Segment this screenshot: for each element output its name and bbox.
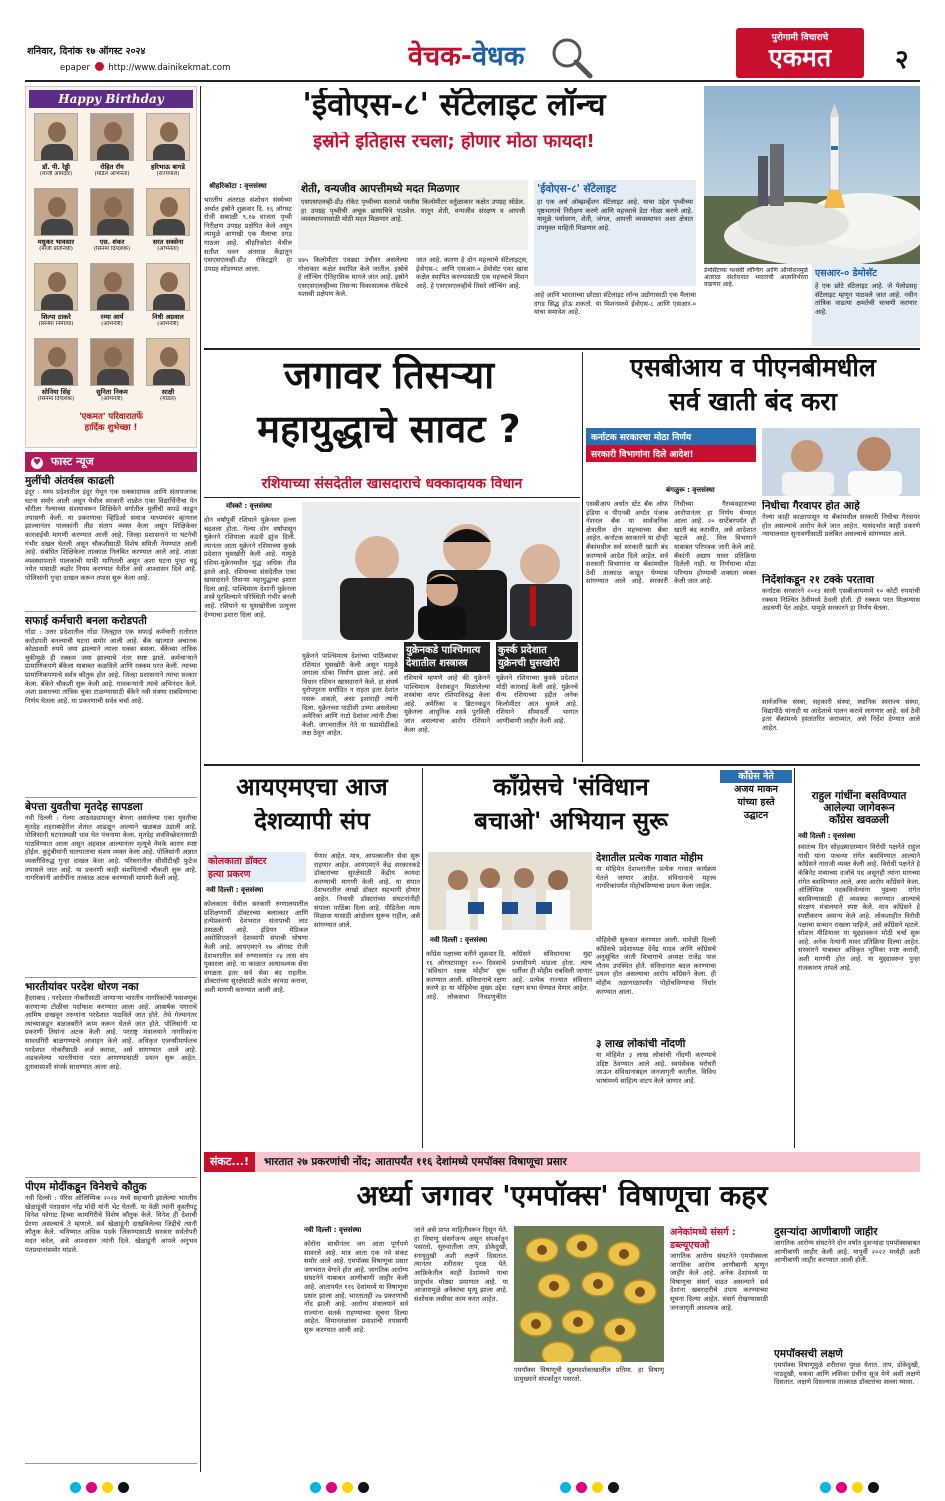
fast-news-item-body: नवी दिल्ली : पॅरिस ऑलिम्पिक २०२४ मध्ये सहभागी झालेल्या भारतीय खेळाडूंची पंतप्रधान नरेंद्र मोदी यांनी भेट घेतली. या वेळी त्यांनी कुस्तीपटू विनेश फोगाट हिच्या कामगिरीचे विशेष कौतुक केले. विनेश ही देशाची प्रेरणा असल्याचे ते म्हणाले. सर्व खेळाडूंनी दाखविलेल्या जिद्दीचे त्यांनी कौतुक केले. भविष्यात अधिक पदके जिंकण्यासाठी सरकार सर्वतोपरी मदत करेल, असे आश्वासन त्यांनी दिले. खेळाडूंनी आपले अनुभव पंतप्रधानांसमोर मांडले. — [25, 1194, 197, 1254]
fast-news-title: फास्ट न्यूज — [51, 455, 94, 468]
heart-icon: ♥ — [32, 458, 42, 468]
birthday-name: एस. शंकर — [99, 238, 125, 246]
ww3-box-1-head: युक्रेनकडे पाश्चिमात्य देशातील शस्त्रास्त्र — [404, 642, 490, 672]
avatar — [146, 263, 190, 311]
ww3-col-2: युक्रेनने पाश्चिमात्य देशांच्या पाठिंब्यावर रशियात घुसखोरी केली असून यामुळे जगाला धोका निर्माण झाला आहे. असे विधान रशियन खासदाराने केले. हा संघर्ष युरोपपुरता मर्यादित न राहता इतर देशांत पसरू शकतो, असा इशाराही त्यांनी दिला. युक्रेनच्या पाठीशी उभ्या असलेल्या अमेरिका आणि नाटो देशांवर त्यांनी टीका केली. जगभरातील नेते या घडामोडींकडे लक्ष ठेवून आहेत. — [302, 652, 398, 738]
fast-news-item — [25, 1178, 197, 1464]
mpox-story — [204, 1176, 920, 1472]
sbi-col-1: एसबीआय अर्थात स्टेट बँक ऑफ इंडिया व पीएनबी अर्थात पंजाब नॅशनल बँक या सार्वजनिक क्षेत्रातील दोन महत्त्वाच्या बँका आहेत. कर्नाटक सरकारने या दोन्ही बँकांमधील सर्व सरकारी खाती बंद करण्याचे आदेश दिले आहेत. सर्व सरकारी विभागांना या बँकांमधील ठेवी तात्काळ काढून घेण्यास सांगण्यात आले आहे. सरकारी निधीच्या गैरव्यवहाराच्या आरोपानंतर हा निर्णय घेण्यात आला आहे. २० सप्टेंबरपर्यंत ही खाती बंद करावीत, असे आदेशात म्हटले आहे. वित्त विभागाने याबाबत परिपत्रक जारी केले आहे. बँकांनी अद्याप यावर प्रतिक्रिया दिलेली नाही. या निर्णयाचा मोठा परिणाम होण्याची शक्यता व्यक्त केली जात आहे. — [586, 500, 756, 586]
birthday-role: (सिनेमा दिग्दर्शक) — [37, 396, 75, 402]
birthday-name: सरत सक्सेना — [152, 238, 184, 246]
avatar — [146, 188, 190, 236]
ima-story — [204, 768, 420, 1148]
masthead — [0, 0, 945, 86]
mpox-box-3-head: एमपॉक्सची लक्षणे — [774, 1348, 843, 1360]
congress-headline-2: बचाओ' अभियान सुरू — [474, 808, 668, 835]
eos-box-2-head: 'ईवोएस-८' सॅटेलाइट — [537, 183, 617, 195]
mpox-virus-photo — [514, 1226, 664, 1362]
birthday-wish-line-1: 'एकमत' परिवारातर्फे — [79, 412, 143, 422]
eos-box-1-body: एसएसएलव्ही-डी३ रॉकेट पृथ्वीच्या सतराशे पस्तीस किलोमीटर वर्तुळाकार कक्षेत उपग्रह सोडेल. हा उपग्रह पृथ्वीची अचूक छायाचित्रे पाठवेल. यातून शेती, वन्यजीव संरक्षण व आपत्ती व्यवस्थापनासाठी मोठी मदत मिळणार आहे. — [301, 198, 525, 224]
sbi-dateline: बंगळुरू : वृत्तसंस्था — [666, 486, 715, 494]
mpox-col-2: जाते असे प्राप्त माहितीवरून दिसून येते. हा विषाणू संसर्गजन्य असून संपर्कातून पसरतो. सुरुवातीला ताप, डोकेदुखी, स्नायूदुखी अशी लक्षणे दिसतात. त्यानंतर शरीरावर पुरळ येते. आफ्रिकेतील काही देशांमध्ये याचा प्रादुर्भाव मोठ्या प्रमाणात आहे. या आजारामुळे अनेकांचा मृत्यू झाला आहे. संशोधक लसीवर काम करत आहेत. — [414, 1226, 508, 1303]
birthday-role: (अभिनेत्री) — [101, 396, 123, 402]
birthday-panel — [25, 86, 197, 448]
rahul-headline-3: काँग्रेस खवळली — [829, 814, 889, 827]
rahul-dateline: नवी दिल्ली : वृत्तसंस्था — [798, 832, 856, 841]
ww3-box-2-body: युक्रेनने रशियाच्या कुर्स्क प्रदेशात मोठी कारवाई केली आहे. युक्रेनचे सैन्य रशियाच्या हद्दीत अनेक किलोमीटर आत घुसले आहे. रशियाने सीमावर्ती भागात आणीबाणी जाहीर केली आहे. — [496, 674, 578, 725]
mpox-col-1: कोरोना साथीनंतर जग आता पूर्णपणे सावरले आहे. मात्र आता एक नवे संकट समोर आले आहे. एमपॉक्स विषाणूचा प्रसार जगभरात वेगाने होत आहे. जागतिक आरोग्य संघटनेने याबाबत आणीबाणी जाहीर केली आहे. आतापर्यंत ११६ देशांमध्ये या विषाणूचा प्रसार झाला आहे. भारतातही २७ प्रकरणांची नोंद झाली आहे. आरोग्य मंत्रालयाने सर्व राज्यांना सतर्क राहण्याच्या सूचना दिल्या आहेत. विमानतळांवर प्रवाशांची तपासणी सुरू करण्यात आली आहे. — [304, 1240, 408, 1334]
birthday-person — [86, 188, 138, 260]
birthday-name: शिल्पा ठाकरे — [41, 313, 71, 321]
fast-news-item-body: इंदूर : मध्य प्रदेशातील इंदूर येथून एक धक्कादायक आणि संतापजनक घटना समोर आली असून येथील सरकारी शाळेत एका विद्यार्थिनीचा पेन चोरीला गेल्याच्या संशयावरून शिक्षिकेने वर्गातील मुलींची कपडे काढून तपासणी केली. या प्रकरणाचा व्हिडिओ समाज माध्यमांवर व्हायरल झाल्यानंतर पालकांनी तीव्र संताप व्यक्त केला असून शिक्षिकेवर कारवाईची मागणी करण्यात आली आहे. जिल्हा प्रशासनाने या घटनेची गंभीर दखल घेतली असून चौकशीसाठी विशेष समिती नेमण्यात आली आहे. संबंधित शिक्षिकेला तात्काळ निलंबित करण्यात आले आहे. शाळा व्यवस्थापनाने पालकांची माफी मागितली असून अशा घटना पुन्हा घडू नयेत यासाठी कठोर नियम करण्यात येतील असे आश्वासन दिले आहे. पोलिसांनी गुन्हा दाखल करून तपास सुरू केला आहे. — [25, 488, 197, 582]
birthday-role: (अभिनेता) — [157, 246, 179, 252]
congress-box-1-head: देशातील प्रत्येक गावात मोहीम — [596, 853, 703, 864]
sbi-kicker-1: कर्नाटक सरकारचा मोठा निर्णय — [586, 428, 756, 445]
congress-box-2-head: ३ लाख लोकांची नोंदणी — [596, 1038, 686, 1050]
ima-kicker-1: कोलकाता डॉक्टर — [208, 856, 267, 867]
avatar — [34, 263, 78, 311]
mpox-headline: अर्ध्या जगावर 'एमपॉक्स' विषाणूचा कहर — [356, 1180, 768, 1212]
congress-kicker-2: अजय माकन — [734, 784, 778, 795]
avatar — [90, 338, 134, 386]
birthday-name: निधी अग्रवाल — [152, 313, 184, 321]
section-title-1: वेचक — [408, 41, 461, 72]
mpox-box-1-body: जागतिक आरोग्य संघटनेने एमपॉक्सला जागतिक आरोग्य आणीबाणी म्हणून जाहीर केले आहे. अनेक देशांमध्ये या विषाणूचा संसर्ग वाढत असल्याने सर्व देशांना खबरदारीचे उपाय करण्याच्या सूचना दिल्या आहेत. संसर्ग रोखण्यासाठी जनजागृती आवश्यक आहे. — [670, 1252, 768, 1312]
birthday-role: (अभिनेत्री) — [157, 321, 179, 327]
eos-col-3: जात आहे. कारण हे दोन महत्त्वाचे सॅटेलाइट्स, ईवोएस-८ आणि एसआर-० डेमोसॅट एका खास कक्षेत स्थापित करण्यासाठी एक महत्त्वाचे मिशन आहे. हे एसएसएलव्हीचे तिसरे लॉन्चिंग आहे. — [416, 256, 528, 290]
eos-box-2 — [534, 180, 696, 286]
mpox-box-2-head: दुसऱ्यांदा आणीबाणी जाहीर — [774, 1226, 878, 1238]
congress-headline-1: काँग्रेसचे 'संविधान — [493, 774, 649, 801]
birthday-title: Happy Birthday — [29, 90, 193, 108]
congress-kicker-4: उद्घाटन — [743, 810, 769, 821]
brand-tagline: पुरोगामी विचाराचे — [771, 33, 829, 43]
mpox-banner-text: भारतात २७ प्रकरणांची नोंद; आतापर्यंत ११६ देशांमध्ये एमपॉक्स विषाणूचा प्रसार — [264, 1156, 567, 1168]
epaper-label: epaper — [60, 63, 90, 73]
sbi-col-2: सार्वजनिक संस्था, सहकारी संस्था, स्थानिक स्वराज्य संस्था, विद्यापीठे यांनाही या आदेशाचे पालन करावे लागणार आहे. सर्व ठेवी इतर बँकांमध्ये हस्तांतरित कराव्यात, असे निर्देश देण्यात आले आहेत. — [762, 698, 920, 732]
rocket-launch-photo — [704, 86, 920, 264]
mpox-box-1-head: अनेकांमध्ये संसर्ग : डब्ल्यूएचओ — [670, 1227, 736, 1251]
fast-news-item-body: गोंडा : उत्तर प्रदेशातील गोंडा जिल्ह्यात एक सफाई कर्मचारी रातोरात करोडपती बनल्याची घटना समोर आली आहे. बँक खात्यात अचानक कोट्यवधी रुपये जमा झाल्याने त्याला धक्का बसला. बँकेच्या तांत्रिक चुकीमुळे ही रक्कम जमा झाल्याचे नंतर स्पष्ट झाले. कर्मचाऱ्याने प्रामाणिकपणे बँकेला याबाबत कळविले आणि रक्कम परत केली. त्याच्या प्रामाणिकपणाचे सर्वत्र कौतुक होत आहे. जिल्हा प्रशासनाने त्याचा सत्कार केला. बँकेने चौकशी सुरू केली आहे. गावकऱ्यांनी त्याचे अभिनंदन केले. अशा प्रकारच्या तांत्रिक चुका टाळण्यासाठी बँकेने नवी यंत्रणा राबविण्याचा निर्णय घेतला आहे. या प्रकरणाची सर्वत्र चर्चा आहे. — [25, 628, 197, 705]
avatar — [34, 113, 78, 161]
fast-news-item-body: हैदराबाद : परदेशात नोकरीसाठी जाणाऱ्या भारतीय नागरिकांची फसवणूक करणाऱ्या टोळीचा पर्दाफाश करण्यात आला आहे. आकर्षक पगाराचे आमिष दाखवून तरुणांना परदेशात पाठविले जात होते. तेथे गेल्यानंतर त्यांच्याकडून बळजबरीने काम करून घेतले जात होते. पोलिसांनी या प्रकरणी तिघांना अटक केली आहे. परराष्ट्र मंत्रालयाने नागरिकांना सावधगिरी बाळगण्याचे आवाहन केले आहे. अधिकृत एजन्सीमार्फतच परदेशात नोकरीसाठी अर्ज करावा, असे सांगण्यात आले आहे. अडकलेल्या भारतीयांना परत आणण्यासाठी प्रयत्न सुरू आहेत. दूतावासाशी संपर्क साधण्यात आला आहे. — [25, 994, 197, 1071]
eos-box-3 — [812, 264, 920, 346]
birthday-wish-line-2: हार्दिक शुभेच्छा ! — [84, 423, 138, 433]
avatar — [90, 113, 134, 161]
avatar — [34, 338, 78, 386]
sbi-headline-2: सर्व खाती बंद करा — [668, 388, 837, 416]
issue-date: शनिवार, दिनांक १७ ऑगस्ट २०२४ — [27, 46, 146, 57]
fast-news-item — [25, 472, 197, 612]
fast-news-item-headline: बेपत्ता युवतीचा मृतदेह सापडला — [25, 801, 143, 813]
eos-col-1: भारतीय अंतराळ संशोधन संस्थेच्या अर्थात इस्रोने शुक्रवार दि. १६ ऑगस्ट रोजी सकाळी ९.१७ वाजता पृथ्वी निरीक्षण उपग्रह प्रक्षेपित केले असून त्यामुळे आणखी एक मैलाचा दगड गाठला आहे. श्रीहरिकोटा येथील सतीश धवन अंतराळ केंद्रातून एसएसएलव्ही-डी३ रॉकेटद्वारे हा उपग्रह सोडण्यात आला. — [204, 196, 292, 273]
eos-photo-caption: डेमोसॅटच्या यशस्वी लॉन्चिंग आणि ऑपरेशनमुळे अंतराळ संशोधनात भारताची आत्मनिर्भरता वाढणार आहे. — [704, 267, 808, 288]
congress-story — [426, 768, 792, 1148]
birthday-role: (माजी प्रतिनिधी) — [39, 246, 73, 252]
ww3-col-1: दोन वर्षांपूर्वी रशियाने युक्रेनवर हल्ला चढवला होता. गेल्या दोन वर्षांपासून युक्रेनने रशियाला कडवी झुंज दिली. त्यानंतर आता युक्रेनने रशियाच्या कुर्स्क प्रदेशात घुसखोरी केली आहे. यामुळे रशिया-युक्रेनमधील युद्ध अधिक तीव्र झाले आहे. रशियाच्या संसदेतील एका खासदाराने तिसऱ्या महायुद्धाचा इशारा दिला आहे. पाश्चिमात्य देशांनी युक्रेनला शस्त्रे पुरविल्याने परिस्थिती गंभीर बनली आहे. रशियाने या घुसखोरीला प्रत्युत्तर देण्याचा इशारा दिला आहे. — [204, 516, 296, 619]
ww3-subheadline: रशियाच्या संसदेतील खासदाराचे धक्कादायक विधान — [261, 476, 523, 492]
eos-col-4: आहे आणि भारताच्या छोट्या सॅटेलाइट लॉन्च उद्योगासाठी एक मैलाचा दगड सिद्ध होऊ शकतो. या मिशनमध्ये ईवोएस-८ आणि एसआर-० यांचा समावेश आहे. — [534, 291, 696, 317]
birthday-name: रोहित रॉय — [100, 163, 124, 171]
birthday-name: डॉ. पी. रेड्डी — [42, 163, 70, 171]
sbi-box-2 — [762, 574, 920, 692]
birthday-person — [142, 113, 194, 185]
ww3-box-2-head: कुर्स्क प्रदेशात युक्रेनची घुसखोरी — [496, 642, 578, 672]
mpox-box-1 — [670, 1226, 768, 1468]
eos-box-3-body: हे एक छोटे सॅटेलाइट आहे. जे पेलोडसह सॅटेलाइट म्हणून पाठवले जात आहे. नवीन तांत्रिक वाढत्या क्षमतेची चाचणी करणार आहे. — [815, 282, 917, 316]
birthday-person — [86, 113, 138, 185]
sbi-box-2-body: कर्नाटक सरकारने २०१३ साली एसबीआयमध्ये १० कोटी रुपयांची रक्कम निश्चित ठेवीमध्ये ठेवली होती. ही रक्कम परत मिळण्यास अडचणी येत आहेत. यामुळे सरकारने हा निर्णय घेतला. — [762, 587, 920, 613]
ww3-dateline: मॉस्को : वृत्तसंस्था — [226, 502, 272, 510]
avatar — [146, 338, 190, 386]
fast-news-item — [25, 798, 197, 978]
birthday-role: (माजी आमदार) — [39, 171, 73, 177]
ima-kicker-2: हत्या प्रकरण — [208, 869, 251, 880]
congress-box-1-body: या मोहिमेत देशभरातील प्रत्येक गावात कार्यक्रम घेतले जाणार आहेत. संविधानाचे महत्त्व नागरिकांपर्यंत पोहोचविण्याचा प्रयत्न केला जाईल. — [596, 865, 716, 891]
birthday-role: (सिनेमा निर्मात्या) — [38, 321, 74, 327]
sbi-box-1 — [762, 500, 920, 568]
congress-box-1 — [596, 852, 716, 930]
eos-story — [204, 86, 920, 348]
birthday-role: (अभिनेत्री) — [101, 321, 123, 327]
sbi-story — [586, 352, 920, 762]
brand-box — [736, 28, 864, 78]
congress-col-2: मोहिमेची सुरुवात करण्यात आली. यावेळी दिल्ली काँग्रेसचे प्रदेशाध्यक्ष देवेंद्र यादव आणि काँग्रेसचे अनुसूचित जाती विभागाचे अध्यक्ष राजेंद्र पाल गौतम उपस्थित होते. संविधानात बदल करण्याचा प्रयत्न होत असल्याचा आरोप काँग्रेसने केला. ही मोहीम तळागाळापर्यंत पोहोचविण्याचा निर्धार करण्यात आला. — [596, 936, 716, 996]
brand-logo: एकमत — [768, 43, 832, 72]
world-leaders-photo — [302, 502, 580, 640]
ima-kicker — [206, 852, 306, 882]
magnifier-icon — [548, 34, 594, 80]
congress-dateline: नवी दिल्ली : वृत्तसंस्था — [430, 936, 488, 944]
fast-news-item-headline: मुलींची अंतर्वस्त्र काढली — [25, 475, 115, 487]
birthday-person — [142, 188, 194, 260]
fast-news-item-body: नवी दिल्ली : गेल्या आठवड्यापासून बेपत्ता असलेल्या एका युवतीचा मृतदेह शहराबाहेरील शेतात आढळून आल्याने खळबळ उडाली आहे. पोलिसांनी घटनास्थळी धाव घेत पंचनामा केला. मृतदेह शवविच्छेदनासाठी पाठविण्यात आला असून अहवाल आल्यानंतर मृत्यूचे नेमके कारण स्पष्ट होईल. कुटुंबीयांनी घातपाताचा संशय व्यक्त केला आहे. पोलिसांनी अज्ञात व्यक्तीविरुद्ध गुन्हा दाखल केला आहे. परिसरातील सीसीटीव्ही फुटेज तपासले जात आहे. या प्रकरणी काही संशयितांची चौकशी सुरू आहे. नागरिकांनी आरोपींना तत्काळ अटक करण्याची मागणी केली आहे. — [25, 814, 197, 883]
ww3-box-1-body: रशियाचे म्हणणे आहे की युक्रेनने पाश्चिमात्य देशांकडून मिळालेल्या शस्त्रांचा वापर रशियाविरुद्ध केला आहे. अमेरिका व ब्रिटनकडून युक्रेनला आधुनिक शस्त्रे पुरविली जात असल्याचा आरोप रशियाने केला आहे. — [404, 674, 490, 734]
birthday-person — [86, 263, 138, 335]
mpox-box-2 — [774, 1226, 920, 1346]
birthday-name: सुनिता निकम — [96, 388, 128, 396]
birthday-role: (मॉडेल अभिनेता) — [94, 171, 130, 177]
eos-box-3-head: एसआर-० डेमोसॅट — [815, 268, 877, 279]
mpox-box-3 — [774, 1348, 920, 1468]
birthday-role: (सिनेमा दिग्दर्शक) — [93, 246, 131, 252]
ww3-headline-1: जगावर तिसऱ्या — [283, 354, 495, 397]
eos-col-2: ४७५ किलोमीटर एवढ्या उंचीवर असलेल्या गोलाकार कक्षेत स्थापित केले जातील. इस्रोचे हे लॉन्चिंग ऐतिहासिक मानले जात आहे. इस्रोने एसएसएलव्हीच्या तिसऱ्या विकासात्मक रॉकेटचे यशस्वी प्रक्षेपण केले. — [298, 256, 408, 299]
birthday-role: (राज्यपाल) — [156, 171, 180, 177]
congress-kicker — [720, 770, 792, 822]
eos-box-1 — [298, 180, 528, 250]
birthday-name: साक्षी — [161, 388, 175, 396]
fast-news-item-headline: भारतीयांवर परदेश धोरण नका — [25, 981, 139, 993]
rahul-headline-2: आलेल्या जागेवरून — [823, 802, 895, 815]
eos-box-1-head: शेती, वन्यजीव आपत्तीमध्ये मदत मिळणार — [301, 183, 460, 195]
birthday-name: सोनिया सिंह — [41, 388, 71, 396]
fast-news-item — [25, 612, 197, 798]
ww3-headline-2: महायुद्धाचे सावट ? — [257, 408, 521, 451]
avatar — [146, 113, 190, 161]
ima-dateline: नवी दिल्ली : वृत्तसंस्था — [206, 886, 264, 894]
congress-box-2-body: या मोहिमेत ३ लाख लोकांची नोंदणी करण्याचे उद्दिष्ट ठेवण्यात आले आहे. स्वयंसेवक घरोघरी जाऊन संविधानाबद्दल जनजागृती करतील. विविध भाषांमध्ये साहित्य वाटप केले जाणार आहे. — [596, 1051, 716, 1085]
fast-news-header — [25, 452, 197, 472]
avatar — [90, 188, 134, 236]
section-title-2: वेधक — [472, 41, 525, 72]
birthday-person — [30, 113, 82, 185]
ww3-story — [204, 352, 580, 762]
epaper-logo-icon — [95, 62, 104, 71]
print-registration-marks — [0, 1478, 945, 1498]
rahul-story — [798, 768, 920, 1148]
birthday-person — [30, 338, 82, 410]
mpox-banner — [204, 1152, 920, 1172]
fast-news-panel — [25, 452, 197, 1472]
mpox-photo-caption: एमपॉक्स विषाणूची सूक्ष्मदर्शकाखालील प्रतिमा. हा विषाणू प्रामुख्याने संपर्कातून पसरतो. — [514, 1366, 664, 1383]
mpox-box-3-body: एमपॉक्स विषाणूमुळे शरीरावर पुरळ येतात. ताप, डोकेदुखी, पाठदुखी, थकवा आणि लसिका ग्रंथींना सूज येणे अशी लक्षणे दिसतात. लक्षणे दिसल्यास तात्काळ डॉक्टरांचा सल्ला घ्यावा. — [774, 1361, 920, 1387]
epaper-line — [60, 62, 230, 73]
sbi-box-1-body: गेल्या काही काळापासून या बँकांमधील सरकारी निधीचा गैरवापर होत असल्याचे आरोप केले जात आहेत. यासंदर्भात काही प्रकरणे न्यायालयात सुनावणीसाठी प्रलंबित असल्याचे सांगण्यात आले. — [762, 513, 920, 539]
epaper-url[interactable]: http://www.dainikekmat.com — [108, 63, 231, 73]
rahul-headline-1: राहुल गांधींना बसविण्यात — [811, 790, 907, 802]
congress-leaders-photo — [428, 852, 592, 930]
eos-dateline: श्रीहरिकोटा : वृत्तसंस्था — [209, 182, 267, 190]
congress-col-1: काँग्रेस पक्षाच्या वतीने शुक्रवार दि. १६ ऑगस्टपासून १०० दिवसांचे 'संविधान रक्षक मोहीम' सुरू करण्यात आली. संविधानाचे रक्षण करणे हा या मोहिमेचा मुख्य उद्देश आहे. लोकसभा निवडणुकीत काँग्रेसने संविधानाचा मुद्दा प्रभावीपणे मांडला होता. त्याच धर्तीवर ही मोहीम राबविली जाणार आहे. प्रत्येक राज्यात संविधान रक्षण सभा घेण्यात येणार आहेत. — [426, 950, 592, 1001]
sbi-box-1-head: निधीचा गैरवापर होत आहे — [762, 500, 860, 512]
sbi-kicker — [586, 428, 756, 462]
eos-subheadline: इस्रोने इतिहास रचला; होणार मोठा फायदा! — [313, 132, 595, 152]
birthday-person — [142, 338, 194, 410]
birthday-name: हरिभाऊ बागडे — [151, 163, 185, 171]
birthday-wish — [26, 411, 196, 433]
ww3-box-1 — [402, 642, 492, 760]
avatar — [34, 188, 78, 236]
fast-news-list — [25, 472, 197, 1464]
birthday-person — [86, 338, 138, 410]
birthday-role: (मॉडेल) — [160, 396, 176, 402]
birthday-person — [30, 188, 82, 260]
fast-news-item-headline: सफाई कर्मचारी बनला करोडपती — [25, 615, 147, 627]
section-title: वेचक-वेधक — [408, 41, 525, 72]
mpox-dateline: नवी दिल्ली : वृत्तसंस्था — [304, 1226, 362, 1234]
birthday-grid — [26, 111, 196, 411]
birthday-name: रम्या आर्य — [100, 313, 124, 321]
sbi-kicker-2: सरकारी विभागांना दिले आदेश! — [586, 445, 756, 462]
fast-news-item-headline: पीएम मोदींकडून विनेशचे कौतुक — [25, 1181, 147, 1193]
ima-col-1: कोलकाता येथील सरकारी रुग्णालयातील प्रशिक्षणार्थी डॉक्टरच्या बलात्कार आणि हत्येप्रकरणी देशभरात संतापाची लाट उसळली आहे. इंडियन मेडिकल असोसिएशनने देशव्यापी संपाची घोषणा केली आहे. आयएमएने १७ ऑगस्ट रोजी देशभरातील सर्व रुग्णालयांत २४ तास संप पुकारला आहे. या काळात अत्यावश्यक सेवा वगळता इतर सर्व सेवा बंद राहतील. डॉक्टरांच्या सुरक्षेसाठी कठोर कायदा करावा, अशी मागणी करण्यात आली आहे. — [204, 900, 308, 994]
page-number: २ — [895, 45, 909, 75]
congress-box-2 — [596, 1038, 716, 1146]
sbi-headline-1: एसबीआय व पीएनबीमधील — [630, 354, 876, 382]
congress-kicker-1: काँग्रेस नेते — [720, 770, 792, 783]
birthday-person — [30, 263, 82, 335]
avatar — [90, 263, 134, 311]
karnataka-leaders-photo — [762, 428, 920, 496]
ima-col-2: येणार आहेत. मात्र, आपत्कालीन सेवा सुरू राहणार आहेत. आयएमएने केंद्र सरकारकडे डॉक्टरांच्या सुरक्षेसाठी केंद्रीय कायदा करण्याची मागणी केली आहे. या संपात देशभरातील लाखो डॉक्टर सहभागी होणार आहेत. निवासी डॉक्टरांच्या संघटनांनीही संपाला पाठिंबा दिला आहे. पीडितेला न्याय मिळावा यासाठी आंदोलन सुरूच राहील, असे सांगण्यात आले. — [314, 852, 420, 929]
mpox-banner-label: संकट...! — [204, 1152, 255, 1172]
rahul-body: स्वातंत्र्य दिन सोहळ्यादरम्यान विरोधी पक्षनेते राहुल गांधी यांना पाचव्या रांगेत बसविण्यात आल्याने काँग्रेसने नाराजी व्यक्त केली आहे. विरोधी पक्षनेते हे कॅबिनेट मंत्र्याच्या दर्जाचे पद असूनही त्यांना मागच्या रांगेत बसविण्यात आले, असा आरोप काँग्रेसने केला. ऑलिम्पिक पदकविजेत्यांना पुढच्या रांगेत बसविण्यासाठी ही व्यवस्था करण्यात आल्याचे संरक्षण मंत्रालयाने स्पष्ट केले. मात्र काँग्रेसने हे स्पष्टीकरण अमान्य केले आहे. लोकशाहीत विरोधी पक्षाचा सन्मान राखला पाहिजे, असे काँग्रेसने म्हटले. सोशल मीडियावर या मुद्द्यावरून मोठी चर्चा सुरू आहे. अनेक नेत्यांनी यावर प्रतिक्रिया दिल्या आहेत. सरकारने याबाबत अधिकृत भूमिका स्पष्ट करावी, अशी मागणी होत आहे. या मुद्द्यावरून पुन्हा राजकारण तापले आहे. — [798, 843, 920, 972]
congress-kicker-3: यांच्या हस्ते — [737, 797, 775, 808]
birthday-person — [142, 263, 194, 335]
eos-headline: 'ईवोएस-८' सॅटेलाइट लॉन्च — [302, 88, 606, 123]
ww3-box-2 — [494, 642, 580, 760]
ima-headline-2: देशव्यापी संप — [254, 808, 370, 835]
sbi-box-2-head: निर्देशांकडून २१ टक्के परतावा — [762, 574, 874, 586]
mpox-box-2-body: जागतिक आरोग्य संघटनेने दोन वर्षांत दुसऱ्यांदा एमपॉक्सबाबत आणीबाणी जाहीर केली आहे. यापूर्वी २०२२ मध्येही अशी आणीबाणी जाहीर करण्यात आली होती. — [774, 1239, 920, 1265]
eos-box-2-body: हा एक अर्थ ऑब्झर्व्हेशन सॅटेलाइट आहे. याचा उद्देश पृथ्वीच्या पृष्ठभागाचे निरीक्षण करणे आणि महत्त्वाचे डेटा गोळा करणे आहे. यामुळे पर्यावरण, शेती, जंगल, आपत्ती व्यवस्थापन अशा क्षेत्रात उपयुक्त माहिती मिळणार आहे. — [537, 198, 693, 232]
birthday-name: मधुकर भावसार — [37, 238, 75, 246]
ima-headline-1: आयएमएचा आज — [236, 774, 388, 801]
fast-news-item — [25, 978, 197, 1178]
